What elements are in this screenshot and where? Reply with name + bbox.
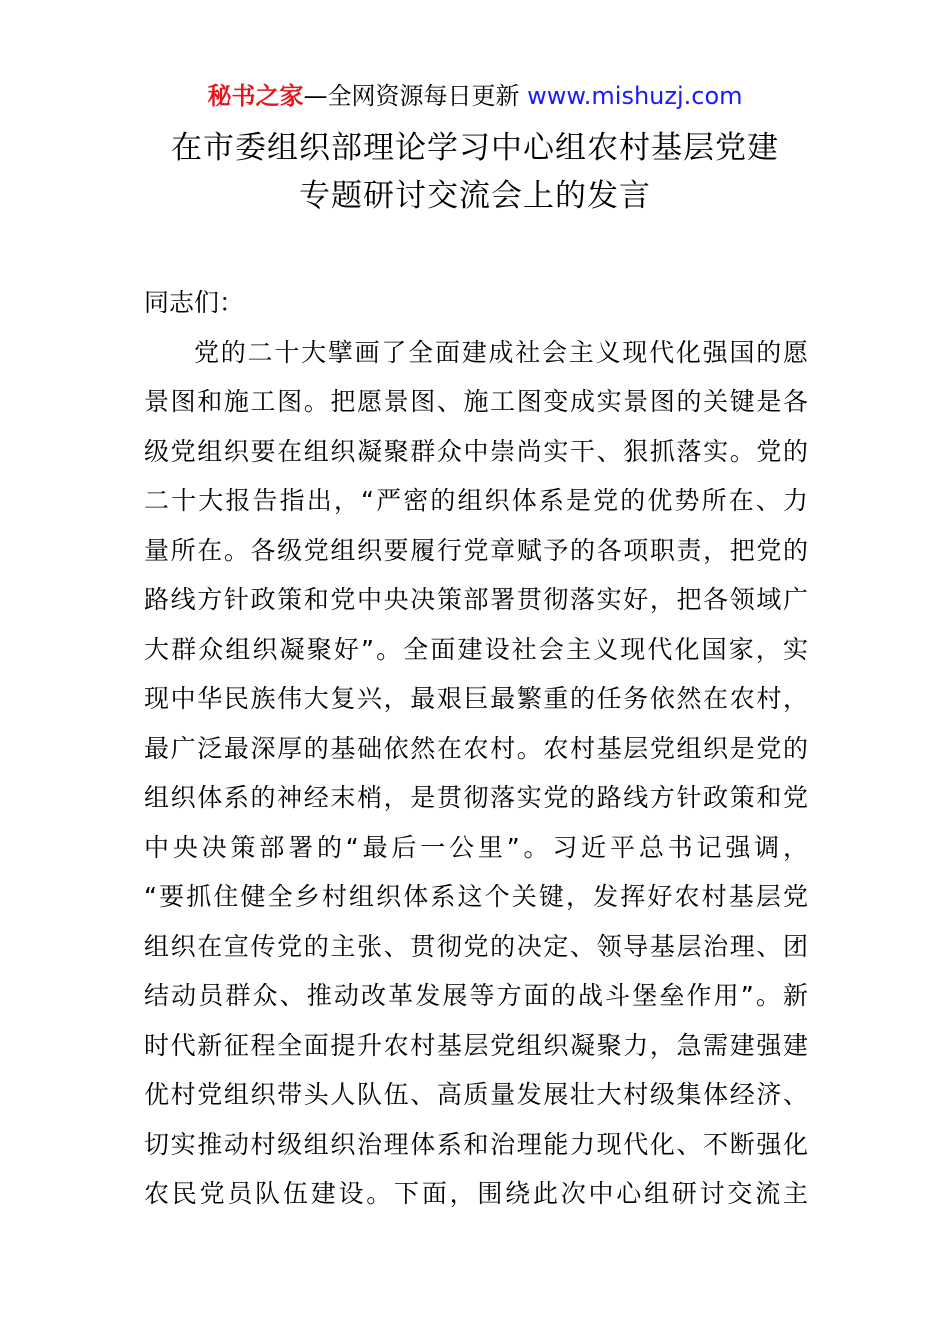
body-line: 组织体系的神经末梢，是贯彻落实党的路线方针政策和党 bbox=[144, 783, 808, 812]
site-url[interactable]: www.mishuzj.com bbox=[527, 82, 743, 110]
body-line: 党的二十大擘画了全面建成社会主义现代化强国的愿 bbox=[194, 337, 808, 367]
document-title-line-1: 在市委组织部理论学习中心组农村基层党建 bbox=[171, 130, 779, 166]
body-line: 现中华民族伟大复兴，最艰巨最繁重的任务依然在农村， bbox=[144, 684, 808, 713]
body-line: 时代新征程全面提升农村基层党组织凝聚力，急需建强建 bbox=[144, 1030, 808, 1060]
body-line: 景图和施工图。把愿景图、施工图变成实景图的关键是各 bbox=[144, 387, 808, 416]
header-tagline: —全网资源每日更新 bbox=[303, 82, 520, 110]
salutation: 同志们： bbox=[144, 288, 245, 317]
document-title-line-2: 专题研讨交流会上的发言 bbox=[299, 178, 651, 214]
body-line: 优村党组织带头人队伍、高质量发展壮大村级集体经济、 bbox=[144, 1080, 808, 1109]
body-line: 中央决策部署的“最后一公里”。习近平总书记强调， bbox=[144, 832, 808, 862]
body-line: 级党组织要在组织凝聚群众中崇尚实干、狠抓落实。党的 bbox=[144, 436, 808, 466]
body-line: “要抓住健全乡村组织体系这个关键，发挥好农村基层党 bbox=[144, 882, 808, 911]
body-line: 大群众组织凝聚好”。全面建设社会主义现代化国家，实 bbox=[144, 634, 808, 664]
body-line: 切实推动村级组织治理体系和治理能力现代化、不断强化 bbox=[144, 1129, 808, 1159]
body-line: 最广泛最深厚的基础依然在农村。农村基层党组织是党的 bbox=[144, 733, 808, 763]
body-line: 路线方针政策和党中央决策部署贯彻落实好，把各领域广 bbox=[144, 585, 808, 614]
body-line: 结动员群众、推动改革发展等方面的战斗堡垒作用”。新 bbox=[144, 981, 808, 1010]
brand-name: 秘书之家 bbox=[207, 82, 304, 110]
document-body bbox=[144, 278, 808, 1219]
site-header bbox=[0, 80, 950, 112]
body-line: 农民党员队伍建设。下面，围绕此次中心组研讨交流主 bbox=[144, 1179, 808, 1208]
body-line: 二十大报告指出，“严密的组织体系是党的优势所在、力 bbox=[144, 486, 808, 515]
body-line: 组织在宣传党的主张、贯彻党的决定、领导基层治理、团 bbox=[144, 931, 808, 961]
body-line: 量所在。各级党组织要履行党章赋予的各项职责，把党的 bbox=[144, 535, 808, 565]
